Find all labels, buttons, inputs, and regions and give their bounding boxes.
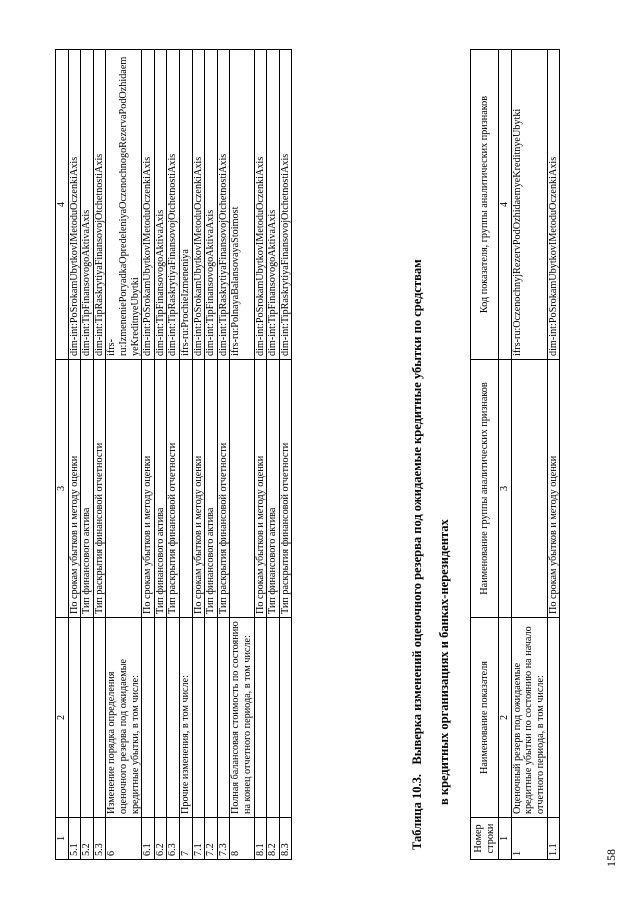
column-number-row (499, 50, 512, 860)
page-number: 158 (604, 849, 618, 867)
group-name: Тип раскрытия финансовой отчетности (279, 360, 292, 618)
indicator-code: dim-int:TipFinansovogoAktivaAxis (81, 50, 94, 360)
indicator-code: dim-int:PoSrokamUbytkovIMetoduOczenkiAxis (254, 50, 267, 360)
group-name: Тип раскрытия финансовой отчетности (93, 360, 106, 618)
group-name: По срокам убытков и методу оценки (254, 360, 267, 618)
table-row (179, 50, 192, 860)
group-name: Тип финансового актива (205, 360, 218, 618)
row-number: 7.3 (217, 818, 230, 860)
indicator-code: dim-int:TipRaskrytiyaFinansovojOtchetnostiAxis (279, 50, 292, 360)
column-number: 1 (499, 818, 512, 860)
indicator-name (142, 618, 155, 818)
indicator-code: ifrs-ru:IzmeneniePoryadkaOpredeleniyaOczenochnogoRezervaPodOzhidaemyeKreditnyeUbytki (106, 50, 142, 360)
table-row (279, 50, 292, 860)
row-number: 5.3 (93, 818, 106, 860)
indicator-code: dim-int:TipRaskrytiyaFinansovojOtchetnostiAxis (167, 50, 180, 360)
indicator-name (154, 618, 167, 818)
table-row (81, 50, 94, 860)
table-caption (410, 60, 425, 850)
table-row (205, 50, 218, 860)
indicator-code: ifrs-ru:OczenochnyjRezervPodOzhidaemyeKreditnyeUbytki (511, 50, 547, 360)
group-name: Тип финансового актива (267, 360, 280, 618)
group-name: Тип финансового актива (81, 360, 94, 618)
row-number: 7.1 (192, 818, 205, 860)
header-num: Номер строки (471, 818, 499, 860)
table-title: Выверка изменений оценочного резерва под ожидаемые кредитные убытки по средствам (410, 259, 424, 765)
row-number: 6.2 (154, 818, 167, 860)
group-name: По срокам убытков и методу оценки (547, 360, 560, 618)
indicator-name: Оценочный резерв под ожидаемые кредитные убытки по состоянию на начало отчетного периода, в том числе: (511, 618, 547, 818)
group-name (230, 360, 254, 618)
group-name (179, 360, 192, 618)
row-number: 6 (106, 818, 142, 860)
table-row (106, 50, 142, 860)
group-name: По срокам убытков и методу оценки (192, 360, 205, 618)
row-number: 8.3 (279, 818, 292, 860)
table-row (547, 50, 560, 860)
column-number: 3 (56, 360, 69, 618)
row-number: 6.1 (142, 818, 155, 860)
row-number: 7.2 (205, 818, 218, 860)
column-number: 3 (499, 360, 512, 618)
indicator-name (254, 618, 267, 818)
column-number: 2 (499, 618, 512, 818)
indicator-code: ifrs-ru:PolnayaBalansovayaStoimost (230, 50, 254, 360)
row-number: 1 (511, 818, 547, 860)
group-name (511, 360, 547, 618)
indicator-code: dim-int:TipRaskrytiyaFinansovojOtchetnostiAxis (217, 50, 230, 360)
table-row (154, 50, 167, 860)
indicator-name (192, 618, 205, 818)
indicator-name: Прочие изменения, в том числе: (179, 618, 192, 818)
table-row (167, 50, 180, 860)
row-number: 6.3 (167, 818, 180, 860)
indicator-name (279, 618, 292, 818)
indicator-name (205, 618, 218, 818)
indicator-name (81, 618, 94, 818)
table-row (254, 50, 267, 860)
indicator-name (68, 618, 81, 818)
row-number: 8.1 (254, 818, 267, 860)
row-number: 7 (179, 818, 192, 860)
header-row (471, 50, 499, 860)
column-number: 4 (56, 50, 69, 360)
column-number: 1 (56, 818, 69, 860)
group-name: По срокам убытков и методу оценки (142, 360, 155, 618)
bottom-table (470, 49, 560, 860)
table-row (93, 50, 106, 860)
table-row (142, 50, 155, 860)
row-number: 5.1 (68, 818, 81, 860)
group-name: Тип раскрытия финансовой отчетности (167, 360, 180, 618)
header-code: Код показателя, группы аналитических признаков (471, 50, 499, 360)
indicator-code: dim-int:PoSrokamUbytkovIMetoduOczenkiAxis (68, 50, 81, 360)
column-number-row (56, 50, 69, 860)
header-name: Наименование показателя (471, 618, 499, 818)
table-row (217, 50, 230, 860)
group-name: По срокам убытков и методу оценки (68, 360, 81, 618)
row-number: 8.2 (267, 818, 280, 860)
group-name (106, 360, 142, 618)
column-number: 4 (499, 50, 512, 360)
row-number: 8 (230, 818, 254, 860)
indicator-code: dim-int:PoSrokamUbytkovIMetoduOczenkiAxis (142, 50, 155, 360)
row-number: 1.1 (547, 818, 560, 860)
table-label: Таблица 10.3. (410, 773, 424, 850)
indicator-name (167, 618, 180, 818)
indicator-name: Изменение порядка определения оценочного резерва под ожидаемые кредитные убытки, в том числе: (106, 618, 142, 818)
column-number: 2 (56, 618, 69, 818)
group-name: Тип раскрытия финансовой отчетности (217, 360, 230, 618)
indicator-name: Полная балансовая стоимость по состоянию на конец отчетного периода, в том числе: (230, 618, 254, 818)
indicator-code: dim-int:TipFinansovogoAktivaAxis (267, 50, 280, 360)
indicator-code: dim-int:PoSrokamUbytkovIMetoduOczenkiAxis (547, 50, 560, 360)
table-row (192, 50, 205, 860)
top-table (55, 49, 292, 860)
table-row (68, 50, 81, 860)
table-row (511, 50, 547, 860)
indicator-code: ifrs-ru:ProchieIzmeneniya (179, 50, 192, 360)
group-name: Тип финансового актива (154, 360, 167, 618)
table-row (267, 50, 280, 860)
table-caption-line2: в кредитных организациях и банках-нерезидентах (437, 519, 451, 805)
indicator-name (267, 618, 280, 818)
row-number: 5.2 (81, 818, 94, 860)
indicator-name (93, 618, 106, 818)
header-group: Наименование группы аналитических признаков (471, 360, 499, 618)
indicator-code: dim-int:TipFinansovogoAktivaAxis (205, 50, 218, 360)
indicator-name (217, 618, 230, 818)
indicator-name (547, 618, 560, 818)
indicator-code: dim-int:TipFinansovogoAktivaAxis (154, 50, 167, 360)
indicator-code: dim-int:PoSrokamUbytkovIMetoduOczenkiAxis (192, 50, 205, 360)
table-row (230, 50, 254, 860)
indicator-code: dim-int:TipRaskrytiyaFinansovojOtchetnostiAxis (93, 50, 106, 360)
